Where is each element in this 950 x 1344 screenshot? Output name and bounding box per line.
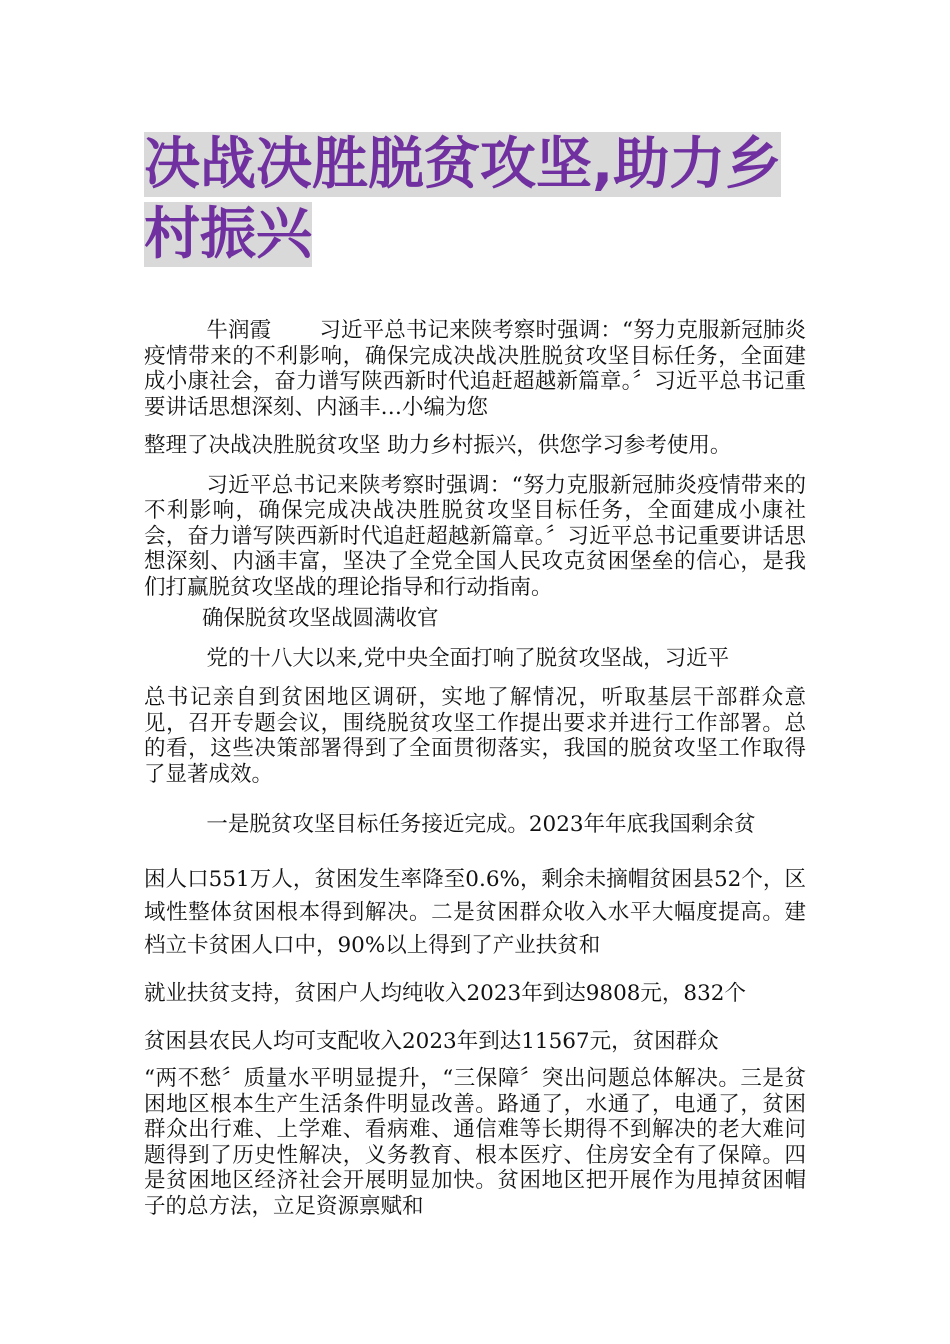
- document-title: [144, 130, 814, 270]
- paragraph-1: 习近平总书记来陕考察时强调：“努力克服新冠肺炎疫情带来的不利影响，确保完成决战决胜脱贫攻坚目标任务，全面建成小康社会，奋力谱写陕西新时代追赶超越新篇章。〞习近平总书记重要讲话思想深刻、内涵丰富，坚决了全党全国人民攻克贫困堡垒的信心，是我们打赢脱贫攻坚战的理论指导和行动指南。: [144, 472, 806, 600]
- intro-paragraph: [144, 318, 806, 420]
- title-highlight: 决战决胜脱贫攻坚,助力乡村振兴: [144, 132, 782, 267]
- paragraph-2: 总书记亲自到贫困地区调研，实地了解情况，听取基层干部群众意见，召开专题会议，围绕脱贫攻坚工作提出要求并进行工作部署。总的看，这些决策部署得到了全面贯彻落实，我国的脱贫攻坚工作取得了显著成效。: [144, 685, 806, 787]
- document-body: [144, 318, 806, 1219]
- intro-paragraph-end: 整理了决战决胜脱贫攻坚 助力乡村振兴，供您学习参考使用。: [144, 433, 732, 458]
- intro-text: 习近平总书记来陕考察时强调：“努力克服新冠肺炎疫情带来的不利影响，确保完成决战决胜脱贫攻坚目标任务，全面建成小康社会，奋力谱写陕西新时代追赶超越新篇章。〞习近平总书记重要讲话思想深刻、内涵丰…小编为您: [144, 318, 806, 420]
- paragraph-3: “两不愁〞质量水平明显提升，“三保障〞突出问题总体解决。三是贫困地区根本生产生活条件明显改善。路通了，水通了，电通了，贫困群众出行难、上学难、看病难、通信难等长期得不到解决的老大难问题得到了历史性解决，义务教育、根本医疗、住房安全有了保障。四是贫困地区经济社会开展明显加快。贫困地区把开展作为甩掉贫困帽子的总方法，立足资源禀赋和: [144, 1066, 806, 1219]
- paragraph-3-line-4: 贫困县农民人均可支配收入2023年到达11567元，贫困群众: [144, 1029, 719, 1054]
- paragraph-3-line-2: 困人口551万人，贫困发生率降至0.6%，剩余未摘帽贫困县52个，区域性整体贫困根本得到解决。二是贫困群众收入水平大幅度提高。建档立卡贫困人口中，90%以上得到了产业扶贫和: [144, 867, 806, 958]
- intro-author: 牛润霞: [206, 318, 272, 343]
- paragraph-2-first-line: 党的十八大以来,党中央全面打响了脱贫攻坚战，习近平: [206, 645, 730, 671]
- section-subheading: 确保脱贫攻坚战圆满收官: [202, 606, 439, 631]
- paragraph-3-line-3: 就业扶贫支持，贫困户人均纯收入2023年到达9808元，832个: [144, 981, 746, 1006]
- paragraph-3-line-1: 一是脱贫攻坚目标任务接近完成。2023年年底我国剩余贫: [206, 812, 756, 837]
